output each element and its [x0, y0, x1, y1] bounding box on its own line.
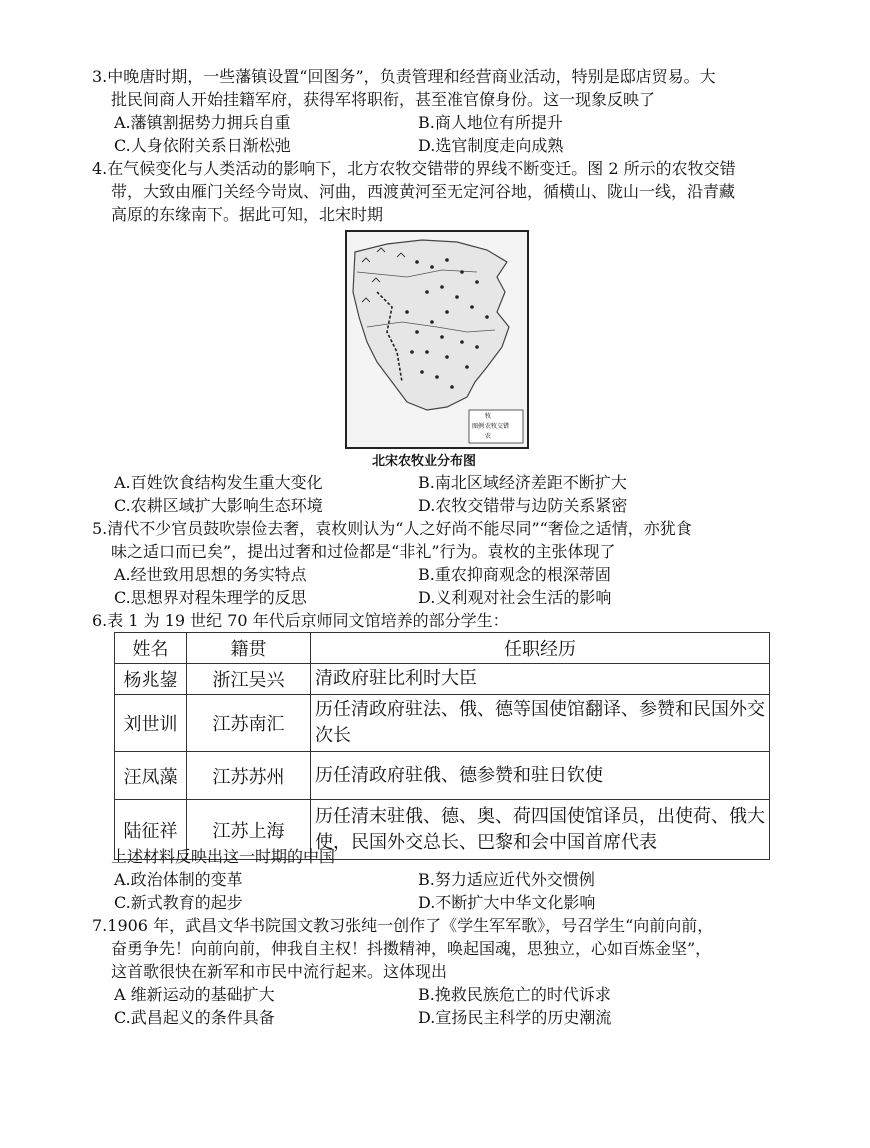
table-row [115, 664, 770, 695]
q5-stem-line1: 5.清代不少官员鼓吹崇俭去奢，袁枚则认为“人之好尚不能尽同”“奢俭之适情，亦犹食 [92, 519, 692, 538]
q3-stem-line2: 批民间商人开始挂籍军府，获得军将职衔，甚至准官僚身份。这一现象反映了 [111, 90, 656, 109]
q5-option-d: D.义利观对社会生活的影响 [418, 588, 612, 607]
table-cell-experience: 历任清政府驻法、俄、德等国使馆翻译、参赞和民国外交次长 [311, 695, 770, 752]
map-legend-title: 图例 [472, 423, 485, 430]
q3-option-a: A.藩镇割据势力拥兵自重 [114, 113, 291, 132]
table-row [115, 752, 770, 800]
map-legend-item-zone: 农牧交错 [485, 423, 510, 430]
q7-stem-line1: 7.1906 年，武昌文华书院国文教习张纯一创作了《学生军军歌》，号召学生“向前向前， [92, 916, 714, 935]
table-cell-origin: 浙江吴兴 [187, 664, 311, 695]
table-header-row [115, 633, 770, 664]
q7-option-b: B.挽救民族危亡的时代诉求 [418, 985, 611, 1004]
table-cell-origin: 江苏上海 [187, 800, 311, 860]
q6-option-d: D.不断扩大中华文化影响 [418, 893, 596, 912]
q4-option-c: C.农耕区域扩大影响生态环境 [114, 496, 323, 515]
q4-option-a: A.百姓饮食结构发生重大变化 [114, 473, 323, 492]
students-table [114, 632, 770, 860]
q3-option-c: C.人身依附关系日渐松弛 [114, 136, 291, 155]
q6-option-a: A.政治体制的变革 [114, 870, 243, 889]
table-cell-name: 汪凤藻 [115, 752, 187, 800]
map-legend-item-farm: 农 [485, 433, 492, 440]
table-cell-name: 刘世训 [115, 695, 187, 752]
q3-stem-line1: 3.中晚唐时期，一些藩镇设置“回图务”，负责管理和经营商业活动，特别是邸店贸易。大 [92, 67, 716, 86]
table-row [115, 695, 770, 752]
q3-option-b: B.商人地位有所提升 [418, 113, 563, 132]
q6-stem-line1: 6.表 1 为 19 世纪 70 年代后京师同文馆培养的部分学生： [92, 611, 509, 630]
table-cell-name: 杨兆鋆 [115, 664, 187, 695]
q7-option-a: A 维新运动的基础扩大 [114, 985, 275, 1004]
table-cell-origin: 江苏苏州 [187, 752, 311, 800]
q4-option-d: D.农牧交错带与边防关系紧密 [418, 496, 628, 515]
q5-option-b: B.重农抑商观念的根深蒂固 [418, 565, 611, 584]
table-header-name: 姓名 [115, 633, 187, 664]
map-legend-item-pastoral: 牧 [485, 413, 492, 420]
table-header-origin: 籍贯 [187, 633, 311, 664]
table-cell-experience: 历任清末驻俄、德、奥、荷四国使馆译员，出使荷、俄大使，民国外交总长、巴黎和会中国首席代表 [311, 800, 770, 860]
q7-option-d: D.宣扬民主科学的历史潮流 [418, 1008, 612, 1027]
q5-option-c: C.思想界对程朱理学的反思 [114, 588, 307, 607]
q3-option-d: D.选官制度走向成熟 [418, 136, 564, 155]
q4-stem-line1: 4.在气候变化与人类活动的影响下，北方农牧交错带的界线不断变迁。图 2 所示的农牧交错 [92, 159, 736, 178]
map-caption: 北宋农牧业分布图 [372, 454, 477, 469]
q6-option-c: C.新式教育的起步 [114, 893, 243, 912]
q6-after-line: 上述材料反映出这一时期的中国 [111, 847, 336, 866]
table-header-experience: 任职经历 [311, 633, 770, 664]
q5-option-a: A.经世致用思想的务实特点 [114, 565, 307, 584]
q4-option-b: B.南北区域经济差距不断扩大 [418, 473, 627, 492]
song-map [345, 230, 529, 449]
q7-option-c: C.武昌起义的条件具备 [114, 1008, 275, 1027]
table-cell-origin: 江苏南汇 [187, 695, 311, 752]
table-cell-experience: 历任清政府驻俄、德参赞和驻日钦使 [311, 752, 770, 800]
table-cell-name: 陆征祥 [115, 800, 187, 860]
q5-stem-line2: 味之适口而已矣”，提出过奢和过俭都是“非礼”行为。袁枚的主张体现了 [111, 542, 616, 561]
table-cell-experience: 清政府驻比利时大臣 [311, 664, 770, 695]
q7-stem-line3: 这首歌很快在新军和市民中流行起来。这体现出 [111, 962, 448, 981]
q7-stem-line2: 奋勇争先！向前向前，伸我自主权！抖擞精神，唤起国魂，思独立，心如百炼金坚”， [111, 939, 712, 958]
q4-stem-line3: 高原的东缘南下。据此可知，北宋时期 [111, 205, 384, 224]
song-map-graphic [347, 232, 527, 447]
q4-stem-line2: 带，大致由雁门关经今岢岚、河曲，西渡黄河至无定河谷地，循横山、陇山一线，沿青藏 [111, 182, 736, 201]
q6-option-b: B.努力适应近代外交惯例 [418, 870, 595, 889]
